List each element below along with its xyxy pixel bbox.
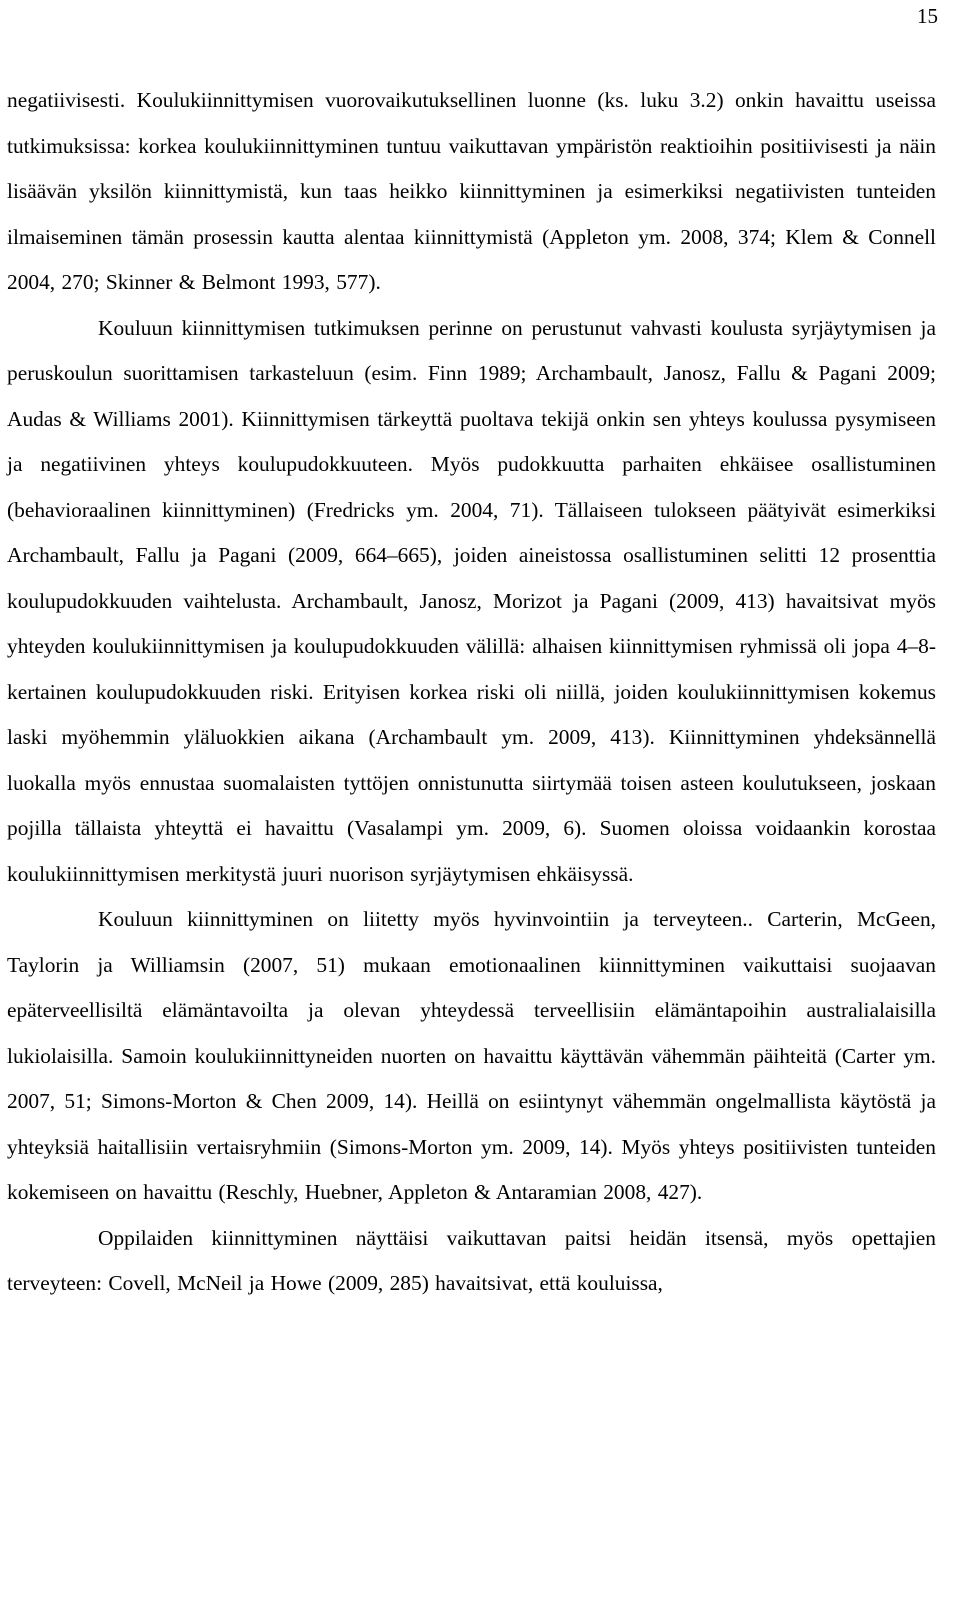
- paragraph-1: negatiivisesti. Koulukiinnittymisen vuorovaikutuksellinen luonne (ks. luku 3.2) onkin havaittu useissa tutkimuksissa: korkea koulukiinnittyminen tuntuu vaikuttavan ympäristön reaktioihin positiivisesti ja näin lisäävän yksilön kiinnittymistä, kun taas heikko kiinnittyminen ja esimerkiksi negatiivisten tunteiden ilmaiseminen tämän prosessin kautta alentaa kiinnittymistä (Appleton ym. 2008, 374; Klem & Connell 2004, 270; Skinner & Belmont 1993, 577).: [7, 88, 936, 294]
- page-number: 15: [917, 4, 938, 28]
- document-body: [7, 78, 936, 1307]
- paragraph-4: Oppilaiden kiinnittyminen näyttäisi vaikuttavan paitsi heidän itsensä, myös opettajien terveyteen: Covell, McNeil ja Howe (2009, 285) havaitsivat, että kouluissa,: [7, 1225, 936, 1295]
- paragraph-2: Kouluun kiinnittymisen tutkimuksen perinne on perustunut vahvasti koulusta syrjäytymisen ja peruskoulun suorittamisen tarkasteluun (esim. Finn 1989; Archambault, Janosz, Fallu & Pagani 2009; Audas & Williams 2001). Kiinnittymisen tärkeyttä puoltava tekijä onkin sen yhteys koulussa pysymiseen ja negatiivinen yhteys koulupudokkuuteen. Myös pudokkuutta parhaiten ehkäisee osallistuminen (behavioraalinen kiinnittyminen) (Fredricks ym. 2004, 71). Tällaiseen tulokseen päätyivät esimerkiksi Archambault, Fallu ja Pagani (2009, 664–665), joiden aineistossa osallistuminen selitti 12 prosenttia koulupudokkuuden vaihtelusta. Archambault, Janosz, Morizot ja Pagani (2009, 413) havaitsivat myös yhteyden koulukiinnittymisen ja koulupudokkuuden välillä: alhaisen kiinnittymisen ryhmissä oli jopa 4–8-kertainen koulupudokkuuden riski. Erityisen korkea riski oli niillä, joiden koulukiinnittymisen kokemus laski myöhemmin yläluokkien aikana (Archambault ym. 2009, 413). Kiinnittyminen yhdeksännellä luokalla myös ennustaa suomalaisten tyttöjen onnistunutta siirtymää toisen asteen koulutukseen, joskaan pojilla tällaista yhteyttä ei havaittu (Vasalampi ym. 2009, 6). Suomen oloissa voidaankin korostaa koulukiinnittymisen merkitystä juuri nuorison syrjäytymisen ehkäisyssä.: [7, 315, 936, 886]
- paragraph-3: Kouluun kiinnittyminen on liitetty myös hyvinvointiin ja terveyteen.. Carterin, McGeen, Taylorin ja Williamsin (2007, 51) mukaan emotionaalinen kiinnittyminen vaikuttaisi suojaavan epäterveellisiltä elämäntavoilta ja olevan yhteydessä terveellisiin elämäntapoihin australialaisilla lukiolaisilla. Samoin koulukiinnittyneiden nuorten on havaittu käyttävän vähemmän päihteitä (Carter ym. 2007, 51; Simons-Morton & Chen 2009, 14). Heillä on esiintynyt vähemmän ongelmallista käytöstä ja yhteyksiä haitallisiin vertaisryhmiin (Simons-Morton ym. 2009, 14). Myös yhteys positiivisten tunteiden kokemiseen on havaittu (Reschly, Huebner, Appleton & Antaramian 2008, 427).: [7, 907, 936, 1204]
